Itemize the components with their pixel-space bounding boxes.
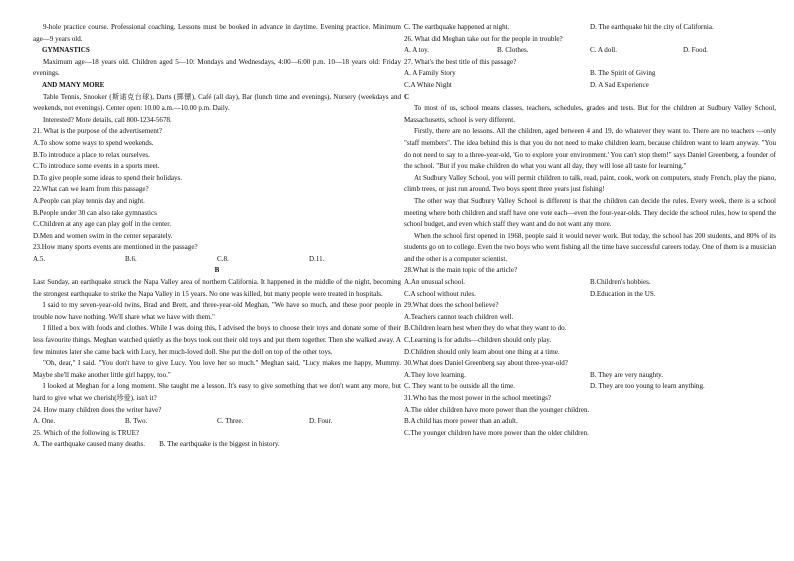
- section-c-heading: C: [404, 92, 410, 101]
- q21-option-b: B.To introduce a place to relax ourselves.: [33, 150, 150, 159]
- q31-option-a: A.The older children have more power than the younger children.: [404, 405, 590, 414]
- q31-option-b: B.A child has more power than an adult.: [404, 417, 518, 426]
- q29-option-b: B.Children learn best when they do what they want to do.: [404, 324, 567, 333]
- left-column: [33, 22, 401, 451]
- b-paragraph-1: Last Sunday, an earthquake struck the Napa Valley area of northern California. It happened in the middle of the night, becoming the strongest earthquake to strike the Napa Valley in 15 years. No one was killed, but many people were treated in hospitals.: [33, 278, 401, 298]
- right-column: [404, 22, 776, 439]
- q24-option-b: B. Two.: [125, 417, 148, 426]
- q31-option-c: C.The younger children have more power than the older children.: [404, 428, 589, 437]
- c-paragraph-3: At Sudbury Valley School, you will permit children to talk, read, paint, cook, work on computers, study French, play the piano, climb trees, or just run around. Two boys spent three years just fishing!: [404, 173, 776, 194]
- q30-options-ab: [404, 370, 776, 382]
- section-b-heading: B: [214, 266, 220, 275]
- q25-options-cd: [404, 22, 776, 34]
- q27-option-b: B. The Spirit of Giving: [590, 69, 656, 78]
- q25-option-c: C. The earthquake happened at night.: [404, 23, 510, 31]
- q30-option-c: C. They want to be outside all the time.: [404, 382, 516, 391]
- b-paragraph-2: I said to my seven-year-old twins, Brad and Brett, and three-year-old Meghan, "We have so much, and these poor people in trouble now have nothing. We'll share what we have with them.": [33, 301, 401, 321]
- question-24: 24. How many children does the writer have?: [33, 405, 162, 414]
- q22-option-d: D.Men and women swim in the center separately.: [33, 231, 173, 240]
- question-27: 27. What's the best title of this passage?: [404, 57, 517, 66]
- q26-option-c: C. A doll.: [590, 46, 618, 55]
- q23-option-c: C.8.: [217, 254, 229, 263]
- q24-options: [33, 416, 401, 428]
- gymnastics-heading: GYMNASTICS: [42, 46, 90, 55]
- question-22: 22.What can we learn from this passage?: [33, 185, 149, 194]
- q27-option-a: A. A Family Story: [404, 69, 456, 78]
- question-28: 28.What is the main topic of the article?: [404, 266, 518, 275]
- b-paragraph-3: I filled a box with foods and clothes. While I was doing this, I advised the boys to choose their toys and donate some of their less favourite things. Meghan watched quietly as the boys took out their old toys and put them together. Then she walked away. A few minutes later she came back with Lucy, her much-loved doll. She put the doll on top of the other toys.: [33, 324, 401, 356]
- question-25: 25. Which of the following is TRUE?: [33, 428, 140, 437]
- b-paragraph-5: I looked at Meghan for a long moment. She taught me a lesson. It's easy to give something that we don't want any more, but hard to give what we cherish(珍爱), isn't it?: [33, 382, 401, 402]
- q23-option-d: D.11.: [309, 254, 325, 263]
- q28-option-d: D.Education in the US.: [590, 289, 656, 298]
- q22-option-c: C.Children at any age can play golf in the center.: [33, 220, 171, 229]
- question-23: 23.How many sports events are mentioned in the passage?: [33, 243, 198, 252]
- question-29: 29.What does the school believe?: [404, 301, 499, 310]
- q29-option-d: D.Children should only learn about one thing at a time.: [404, 347, 560, 356]
- c-paragraph-1: To most of us, school means classes, teachers, schedules, grades and tests. But for the children at Sudbury Valley School, Massachusetts, school is very different.: [404, 104, 776, 124]
- contact-line: Interested? More details, call 800-1234-5678.: [43, 115, 172, 124]
- q28-option-c: C.A school without rules.: [404, 289, 476, 298]
- question-21: 21. What is the purpose of the advertisement?: [33, 127, 163, 136]
- q26-option-b: B. Clothes.: [497, 46, 529, 55]
- b-paragraph-4: "Oh, dear," I said. "You don't have to give Lucy. You love her so much." Meghan said, "Lucy makes me happy, Mummy. Maybe she'll make another little girl happy, too.": [33, 359, 401, 379]
- q27-options-ab: [404, 68, 776, 80]
- q28-option-b: B.Children's hobbies.: [590, 278, 651, 287]
- q29-option-a: A.Teachers cannot teach children well.: [404, 312, 514, 321]
- more-heading: AND MANY MORE: [42, 80, 105, 89]
- q25-options-ab: A. The earthquake caused many deaths. B. The earthquake is the biggest in history.: [33, 440, 280, 449]
- q30-options-cd: [404, 381, 776, 393]
- q21-option-d: D.To give people some ideas to spend their holidays.: [33, 173, 183, 182]
- c-paragraph-4: The other way that Sudbury Valley School is different is that the children can decide the rules. Every week, there is a school meeting where both children and staff have one vote each—even the four-year-olds. They decide the school rules, how to spend the school budget, and even which staff they want and do not want any more.: [404, 196, 776, 229]
- more-paragraph: Table Tennis, Snooker (斯诺克台球), Darts (掷镖), Café (all day), Bar (lunch time and evenings), Nursery (weekdays and weekends, not evenings). Center open: 10.00 a.m.—10.00 p.m. Daily.: [33, 92, 401, 113]
- c-paragraph-5: When the school first opened in 1968, people said it would never work. But today, the school has 200 students, and 80% of its students go on to college. Even the two boys who went fishing all the time have successful careers today. One of them is a musician and the other is a computer scientist.: [404, 231, 776, 263]
- ad-golf-paragraph: 9-hole practice course. Professional coaching. Lessons must be booked in advance in daytime. Evening practice. Minimum age—9 years old.: [33, 23, 401, 43]
- q23-option-a: A.5.: [33, 254, 46, 263]
- question-31: 31.Who has the most power in the school meetings?: [404, 394, 551, 402]
- q24-option-c: C. Three.: [217, 417, 244, 426]
- q27-option-d: D. A Sad Experience: [590, 80, 649, 89]
- gymnastics-paragraph: Maximum age—18 years old. Children aged 5—10: Mondays and Wednesdays, 4:00—6:00 p.m. 10—18 years old: Friday evenings.: [33, 57, 401, 78]
- question-26: 26. What did Meghan take out for the people in trouble?: [404, 34, 563, 43]
- q28-options-ab: [404, 277, 776, 289]
- q23-options: [33, 254, 401, 266]
- question-30: 30.What does Daniel Greenberg say about three-year-old?: [404, 359, 568, 368]
- q26-option-d: D. Food.: [683, 46, 708, 55]
- q23-option-b: B.6.: [125, 254, 137, 263]
- q26-option-a: A. A toy.: [404, 46, 429, 55]
- q27-options-cd: [404, 80, 776, 92]
- q29-option-c: C.Learning is for adults—children should only play.: [404, 336, 552, 345]
- q27-option-c: C.A White Night: [404, 80, 452, 89]
- q22-option-b: B.People under 30 can also take gymnastics: [33, 208, 157, 217]
- q21-option-c: C.To introduce some events in a sports meet.: [33, 162, 160, 171]
- q26-options: [404, 45, 776, 57]
- q30-option-a: A.They love learning.: [404, 370, 466, 379]
- q22-option-a: A.People can play tennis day and night.: [33, 196, 145, 205]
- q28-options-cd: [404, 289, 776, 301]
- q21-option-a: A.To show some ways to spend weekends.: [33, 138, 154, 147]
- q25-option-d: D. The earthquake hit the city of California.: [590, 23, 714, 31]
- q28-option-a: A.An unusual school.: [404, 278, 466, 287]
- q30-option-d: D. They are too young to learn anything.: [590, 382, 705, 391]
- c-paragraph-2: Firstly, there are no lessons. All the children, aged between 4 and 19, do whatever they want to. There are no teachers —only "staff members". The idea behind this is that you do not need to make children learn, because children want to learn anyway. "You do not need to say to a three-year-old, 'Go to explore your environment.' You can't stop them!" says Daniel Greenberg, a founder of the school. "But if you make children do what you want all day, they will lose all taste for learning.": [404, 127, 776, 171]
- q24-option-d: D. Four.: [309, 417, 333, 426]
- q30-option-b: B. They are very naughty.: [590, 370, 663, 379]
- q24-option-a: A. One.: [33, 417, 56, 426]
